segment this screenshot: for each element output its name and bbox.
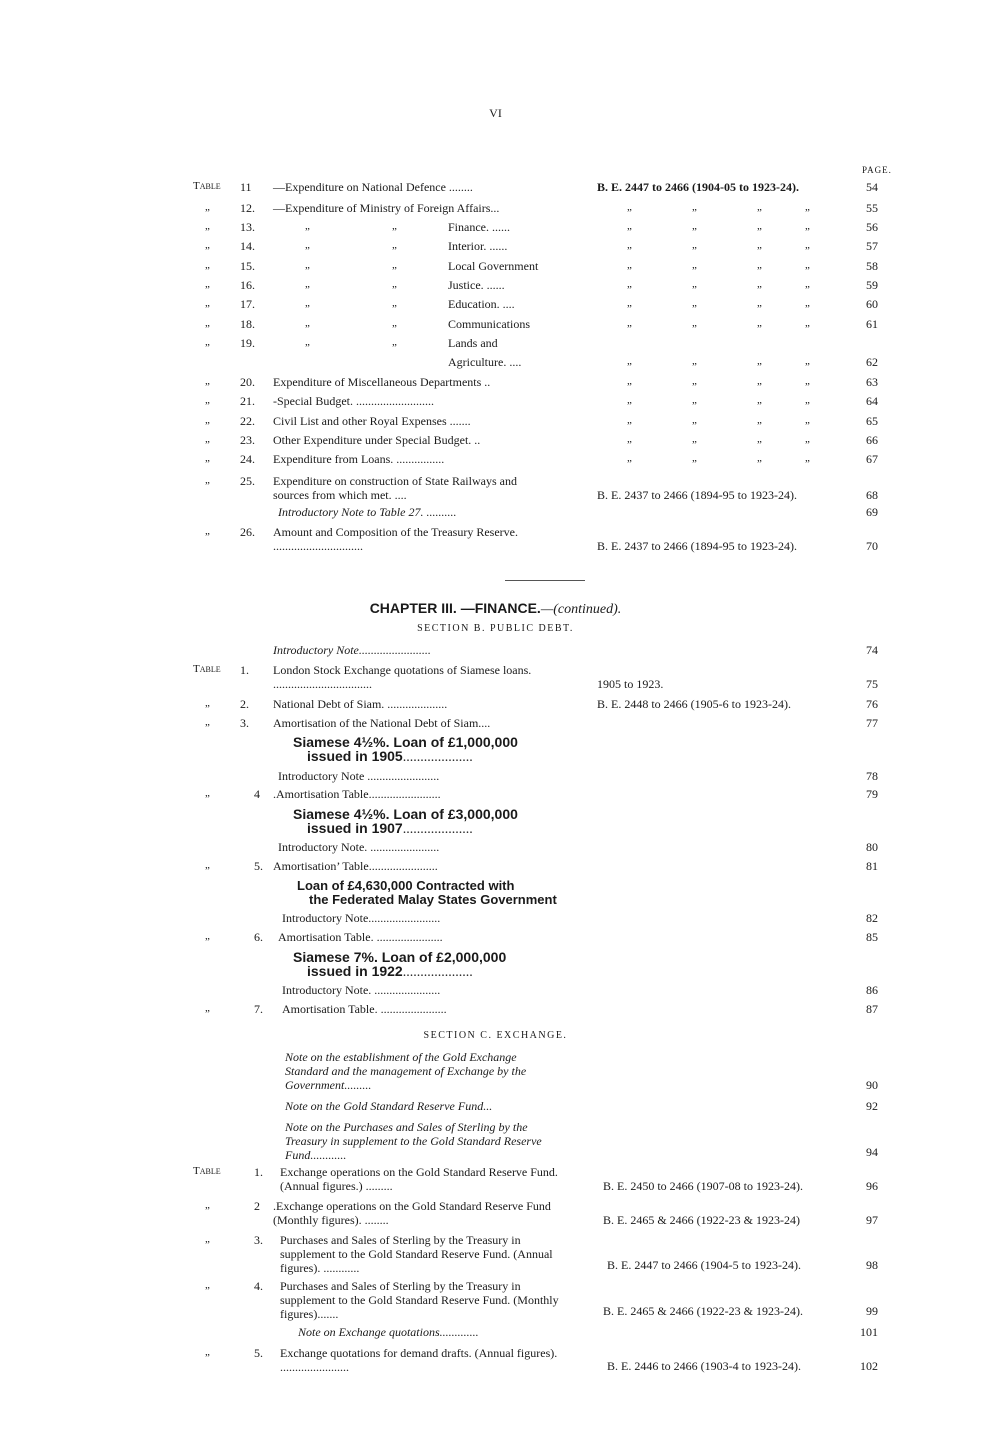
ditto-mark: „	[805, 452, 810, 464]
entry-number: 5.	[254, 859, 263, 873]
entry-ministry: Agriculture. ....	[448, 355, 522, 369]
entry-description: Other Expenditure under Special Budget. ..	[273, 433, 481, 447]
entry-description: Expenditure from Loans. ................	[273, 452, 445, 466]
entry-page: 81	[866, 859, 878, 873]
ditto-mark: „	[627, 201, 632, 213]
entry-page: 58	[866, 259, 878, 273]
entry-period: B. E. 2446 to 2466 (1903-4 to 1923-24).	[607, 1359, 801, 1373]
ditto-mark: „	[305, 259, 310, 271]
section-c-heading: SECTION C. EXCHANGE.	[423, 1030, 568, 1041]
entry-number: 4	[254, 787, 260, 801]
loan-heading-line: Loan of £4,630,000 Contracted with	[297, 878, 515, 893]
entry-description: London Stock Exchange quotations of Siamese loans. .................................	[273, 663, 532, 691]
entry-number: 15.	[240, 259, 255, 273]
entry-page: 74	[866, 643, 878, 657]
entry-page: 87	[866, 1002, 878, 1016]
entry-page: 67	[866, 452, 878, 466]
ditto-mark: „	[692, 355, 697, 367]
ditto-mark: „	[757, 317, 762, 329]
ditto-mark: „	[805, 239, 810, 251]
ditto-mark: „	[205, 278, 210, 290]
entry-page: 98	[866, 1258, 878, 1272]
entry-page: 59	[866, 278, 878, 292]
loan-heading-line: Siamese 4½%. Loan of £3,000,000	[293, 806, 518, 822]
entry-number: 24.	[240, 452, 255, 466]
entry-ministry: Justice. ......	[448, 278, 505, 292]
ditto-mark: „	[805, 220, 810, 232]
ditto-mark: „	[757, 297, 762, 309]
entry-page: 78	[866, 769, 878, 783]
ditto-mark: „	[205, 394, 210, 406]
entry-page: 80	[866, 840, 878, 854]
page-column-header: PAGE.	[862, 165, 892, 175]
entry-number: 18.	[240, 317, 255, 331]
entry-period: B. E. 2448 to 2466 (1905-6 to 1923-24).	[597, 697, 791, 711]
entry-page: 61	[866, 317, 878, 331]
entry-description: Purchases and Sales of Sterling by the Treasury in supplement to the Gold Standard Reserve Fund. (Monthly figures).......	[280, 1279, 559, 1321]
ditto-mark: „	[692, 394, 697, 406]
ditto-mark: „	[627, 259, 632, 271]
ditto-mark: „	[692, 414, 697, 426]
ditto-mark: „	[205, 697, 210, 709]
entry-period: B. E. 2437 to 2466 (1894-95 to 1923-24).	[597, 488, 797, 502]
entry-page: 90	[866, 1078, 878, 1092]
entry-ministry: Communications	[448, 317, 530, 331]
entry-description: Introductory Note. ......................	[282, 983, 441, 997]
ditto-mark: „	[305, 278, 310, 290]
entry-number: 23.	[240, 433, 255, 447]
loan-heading-line: issued in 1922	[307, 963, 403, 979]
ditto-mark: „	[692, 259, 697, 271]
entry-page: 77	[866, 716, 878, 730]
loan-heading	[293, 950, 506, 980]
entry-description: Exchange operations on the Gold Standard Reserve Fund. (Annual figures.) .........	[280, 1165, 558, 1193]
entry-ministry: Local Government	[448, 259, 539, 273]
ditto-mark: „	[205, 201, 210, 213]
entry-page: 56	[866, 220, 878, 234]
ditto-mark: „	[757, 433, 762, 445]
ditto-mark: „	[757, 375, 762, 387]
ditto-mark: „	[805, 433, 810, 445]
entry-description: .Exchange operations on the Gold Standard Reserve Fund (Monthly figures). ........	[273, 1199, 551, 1227]
ditto-mark: „	[205, 433, 210, 445]
entry-description: Introductory Note........................	[282, 911, 441, 925]
ditto-mark: „	[205, 239, 210, 251]
entry-page: 92	[866, 1099, 878, 1113]
ditto-mark: „	[757, 355, 762, 367]
ditto-mark: „	[205, 1279, 210, 1291]
ditto-mark: „	[805, 375, 810, 387]
entry-page: 76	[866, 697, 878, 711]
ditto-mark: „	[392, 220, 397, 232]
entry-description: Expenditure on construction of State Railways and sources from which met. ....	[273, 474, 517, 502]
entry-ministry: Finance. ......	[448, 220, 510, 234]
entry-description: —Expenditure on National Defence ........	[273, 180, 473, 194]
entry-description: Note on the Purchases and Sales of Sterling by the Treasury in supplement to the Gold Standard Reserve Fund............	[285, 1120, 542, 1162]
ditto-mark: „	[692, 201, 697, 213]
ditto-mark: „	[392, 336, 397, 348]
entry-description: Amortisation of the National Debt of Siam....	[273, 716, 491, 730]
entry-ministry: Lands and	[448, 336, 498, 350]
ditto-mark: „	[305, 220, 310, 232]
entry-description: National Debt of Siam. ....................	[273, 697, 448, 711]
ditto-mark: „	[205, 1233, 210, 1245]
ditto-mark: „	[627, 375, 632, 387]
entry-period: B. E. 2437 to 2466 (1894-95 to 1923-24).	[597, 539, 797, 553]
leader-dots: ....................	[402, 965, 473, 980]
entry-description: .Amortisation Table........................	[273, 787, 441, 801]
entry-page: 57	[866, 239, 878, 253]
separator-rule	[505, 580, 585, 581]
ditto-mark: „	[205, 716, 210, 728]
ditto-mark: „	[627, 433, 632, 445]
ditto-mark: „	[692, 297, 697, 309]
ditto-mark: „	[392, 278, 397, 290]
entry-period: B. E. 2447 to 2466 (1904-05 to 1923-24).	[597, 180, 799, 194]
ditto-mark: „	[205, 1199, 210, 1211]
entry-number: 7.	[254, 1002, 263, 1016]
entry-period: B. E. 2465 & 2466 (1922-23 & 1923-24)	[603, 1213, 800, 1227]
entry-number: 1.	[254, 1165, 263, 1179]
entry-ministry: Interior. ......	[448, 239, 508, 253]
ditto-mark: „	[392, 297, 397, 309]
entry-number: 11	[240, 180, 252, 194]
entry-period: 1905 to 1923.	[597, 677, 664, 691]
ditto-mark: „	[627, 394, 632, 406]
entry-page: 60	[866, 297, 878, 311]
entry-page: 79	[866, 787, 878, 801]
entry-number: 5.	[254, 1346, 263, 1360]
ditto-mark: „	[692, 317, 697, 329]
section-b-heading: SECTION B. PUBLIC DEBT.	[417, 623, 574, 634]
loan-heading-line: Siamese 7%. Loan of £2,000,000	[293, 949, 507, 965]
ditto-mark: „	[392, 317, 397, 329]
entry-description: Introductory Note ........................	[278, 769, 440, 783]
ditto-mark: „	[805, 414, 810, 426]
ditto-mark: „	[205, 375, 210, 387]
entry-page: 82	[866, 911, 878, 925]
chapter-heading	[0, 600, 991, 618]
entry-page: 99	[866, 1304, 878, 1318]
loan-heading-line: Siamese 4½%. Loan of £1,000,000	[293, 734, 518, 750]
entry-number: 13.	[240, 220, 255, 234]
ditto-mark: „	[205, 317, 210, 329]
entry-page: 75	[866, 677, 878, 691]
entry-page: 94	[866, 1145, 878, 1159]
ditto-mark: „	[305, 297, 310, 309]
entry-page: 62	[866, 355, 878, 369]
ditto-mark: „	[805, 259, 810, 271]
entry-page: 68	[866, 488, 878, 502]
entry-number: 1.	[240, 663, 249, 677]
ditto-mark: „	[627, 239, 632, 251]
entry-number: 21.	[240, 394, 255, 408]
entry-description: Purchases and Sales of Sterling by the Treasury in supplement to the Gold Standard Reserve Fund. (Annual figures). ............	[280, 1233, 553, 1275]
entry-description: Introductory Note........................	[273, 643, 431, 657]
entry-page: 54	[866, 180, 878, 194]
entry-number: 6.	[254, 930, 263, 944]
ditto-mark: „	[805, 394, 810, 406]
entry-page: 55	[866, 201, 878, 215]
entry-page: 86	[866, 983, 878, 997]
ditto-mark: „	[627, 297, 632, 309]
entry-description: Expenditure of Miscellaneous Departments ..	[273, 375, 491, 389]
loan-heading-line: issued in 1907	[307, 820, 403, 836]
entry-page: 65	[866, 414, 878, 428]
ditto-mark: „	[627, 278, 632, 290]
table-label: Table	[193, 1165, 221, 1177]
entry-number: 20.	[240, 375, 255, 389]
entry-description: Note on the establishment of the Gold Exchange Standard and the management of Exchange by the Government.........	[285, 1050, 527, 1092]
entry-description: Exchange quotations for demand drafts. (Annual figures). .......................	[280, 1346, 558, 1374]
entry-page: 101	[860, 1325, 878, 1339]
entry-number: 26.	[240, 525, 255, 539]
ditto-mark: „	[757, 239, 762, 251]
entry-number: 3.	[254, 1233, 263, 1247]
ditto-mark: „	[757, 414, 762, 426]
ditto-mark: „	[305, 317, 310, 329]
entry-description: Note on the Gold Standard Reserve Fund...	[285, 1099, 493, 1113]
entry-description: Amount and Composition of the Treasury Reserve. ..............................	[273, 525, 518, 553]
entry-page: 70	[866, 539, 878, 553]
entry-period: B. E. 2465 & 2466 (1922-23 & 1923-24).	[603, 1304, 803, 1318]
entry-number: 25.	[240, 474, 255, 488]
ditto-mark: „	[627, 220, 632, 232]
ditto-mark: „	[205, 474, 210, 486]
entry-page: 102	[860, 1359, 878, 1373]
entry-page: 66	[866, 433, 878, 447]
chapter-title: CHAPTER III. —FINANCE.	[369, 600, 541, 616]
entry-description: Civil List and other Royal Expenses .......	[273, 414, 471, 428]
ditto-mark: „	[305, 336, 310, 348]
leader-dots: ....................	[402, 750, 473, 765]
entry-page: 97	[866, 1213, 878, 1227]
ditto-mark: „	[757, 220, 762, 232]
ditto-mark: „	[205, 259, 210, 271]
entry-description: Amortisation Table. ......................	[282, 1002, 447, 1016]
entry-description: Amortisation Table. ......................	[278, 930, 443, 944]
ditto-mark: „	[692, 433, 697, 445]
entry-number: 14.	[240, 239, 255, 253]
entry-number: 2.	[240, 697, 249, 711]
chapter-continued: —(continued).	[540, 602, 622, 617]
page-number: VI	[489, 106, 502, 120]
ditto-mark: „	[692, 239, 697, 251]
entry-number: 2	[254, 1199, 260, 1213]
loan-heading	[293, 735, 518, 765]
ditto-mark: „	[805, 317, 810, 329]
entry-page: 85	[866, 930, 878, 944]
entry-description: Introductory Note. .......................	[278, 840, 440, 854]
ditto-mark: „	[757, 278, 762, 290]
ditto-mark: „	[627, 317, 632, 329]
ditto-mark: „	[305, 239, 310, 251]
ditto-mark: „	[627, 414, 632, 426]
entry-number: 16.	[240, 278, 255, 292]
loan-heading-line: issued in 1905	[307, 748, 403, 764]
entry-description: Introductory Note to Table 27. ..........	[278, 505, 457, 519]
leader-dots: ....................	[402, 822, 473, 837]
loan-heading	[297, 879, 557, 907]
ditto-mark: „	[627, 452, 632, 464]
ditto-mark: „	[205, 414, 210, 426]
ditto-mark: „	[205, 336, 210, 348]
ditto-mark: „	[805, 201, 810, 213]
ditto-mark: „	[205, 1002, 210, 1014]
ditto-mark: „	[692, 278, 697, 290]
ditto-mark: „	[757, 201, 762, 213]
entry-description: —Expenditure of Ministry of Foreign Affairs...	[273, 201, 500, 215]
ditto-mark: „	[692, 220, 697, 232]
loan-heading-line: the Federated Malay States Government	[309, 892, 557, 907]
entry-description: Amortisation’ Table.......................	[273, 859, 438, 873]
ditto-mark: „	[205, 930, 210, 942]
entry-ministry: Education. ....	[448, 297, 515, 311]
entry-description: Note on Exchange quotations.............	[298, 1325, 479, 1339]
entry-page: 63	[866, 375, 878, 389]
entry-number: 17.	[240, 297, 255, 311]
entry-period: B. E. 2447 to 2466 (1904-5 to 1923-24).	[607, 1258, 801, 1272]
ditto-mark: „	[805, 297, 810, 309]
entry-page: 64	[866, 394, 878, 408]
entry-number: 12.	[240, 201, 255, 215]
entry-number: 4.	[254, 1279, 263, 1293]
entry-number: 19.	[240, 336, 255, 350]
ditto-mark: „	[205, 859, 210, 871]
ditto-mark: „	[205, 1346, 210, 1358]
entry-number: 22.	[240, 414, 255, 428]
ditto-mark: „	[205, 452, 210, 464]
ditto-mark: „	[392, 259, 397, 271]
ditto-mark: „	[757, 452, 762, 464]
ditto-mark: „	[205, 220, 210, 232]
entry-number: 3.	[240, 716, 249, 730]
entry-description: -Special Budget. ..........................	[273, 394, 434, 408]
ditto-mark: „	[805, 355, 810, 367]
entry-page: 96	[866, 1179, 878, 1193]
ditto-mark: „	[392, 239, 397, 251]
ditto-mark: „	[692, 375, 697, 387]
table-label: Table	[193, 663, 221, 675]
ditto-mark: „	[757, 259, 762, 271]
ditto-mark: „	[205, 297, 210, 309]
ditto-mark: „	[205, 787, 210, 799]
table-label: Table	[193, 180, 221, 192]
ditto-mark: „	[805, 278, 810, 290]
ditto-mark: „	[757, 394, 762, 406]
loan-heading	[293, 807, 518, 837]
entry-page: 69	[866, 505, 878, 519]
ditto-mark: „	[205, 525, 210, 537]
entry-period: B. E. 2450 to 2466 (1907-08 to 1923-24).	[603, 1179, 803, 1193]
ditto-mark: „	[627, 355, 632, 367]
ditto-mark: „	[692, 452, 697, 464]
